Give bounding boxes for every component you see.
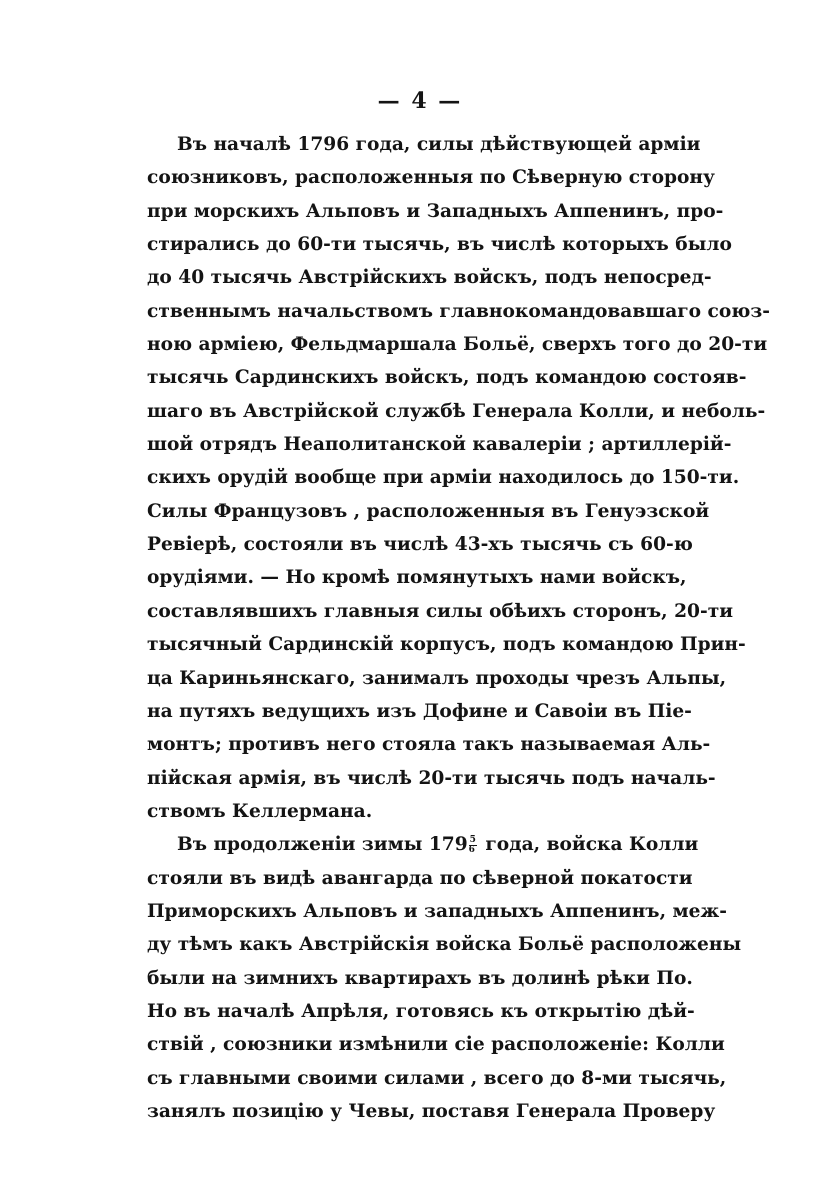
text-fragment: Въ продолженіи зимы 179 <box>177 834 468 856</box>
text-line: ствій , союзники измѣнили сіе расположеніе: Колли <box>147 1034 725 1056</box>
text-line: занялъ позицію у Чевы, поставя Генерала Проверу <box>147 1100 716 1122</box>
text-line: ствомъ Келлермана. <box>147 800 373 822</box>
page-number: — 4 — <box>377 88 463 114</box>
text-line: были на зимнихъ квартирахъ въ долинѣ рѣки По. <box>147 967 693 989</box>
text-line: Ревіерѣ, состояли въ числѣ 43-хъ тысячь съ 60-ю <box>147 534 693 556</box>
text-line: союзниковъ, расположенныя по Сѣверную сторону <box>147 167 715 189</box>
text-line: ною арміею, Фельдмаршала Больё, сверхъ того до 20-ти <box>147 334 768 356</box>
text-line: пійская армія, въ числѣ 20-ти тысячь подъ началь- <box>147 767 716 789</box>
text-line: составлявшихъ главныя силы обѣихъ сторонъ, 20-ти <box>147 600 734 622</box>
text-line: тысячь Сардинскихъ войскъ, подъ командою состояв- <box>147 367 747 389</box>
text-line: Приморскихъ Альповъ и западныхъ Аппенинъ, меж- <box>147 900 727 922</box>
text-line: орудіями. — Но кромѣ помянутыхъ нами войскъ, <box>147 567 687 589</box>
text-line: при морскихъ Альповъ и Западныхъ Аппенинъ, про- <box>147 200 724 222</box>
text-line: тысячный Сардинскій корпусъ, подъ командою Прин- <box>147 634 746 656</box>
text-line: ственнымъ начальствомъ главнокомандовавшаго союз- <box>147 300 770 322</box>
text-fragment: года, войска Колли <box>478 834 699 856</box>
text-line: Въ началѣ 1796 года, силы дѣйствующей арміи <box>177 134 701 155</box>
fraction-numerator: 5 <box>469 834 476 845</box>
year-fraction <box>469 836 477 855</box>
text-line: скихъ орудій вообще при арміи находилось до 150-ти. <box>147 467 740 489</box>
text-line: до 40 тысячь Австрійскихъ войскъ, подъ непосред- <box>147 267 712 289</box>
paragraph-1 <box>147 128 770 828</box>
text-line: стирались до 60-ти тысячь, въ числѣ которыхъ было <box>147 234 732 256</box>
text-line: Но въ началѣ Апрѣля, готовясь къ открытію дѣй- <box>147 1000 695 1022</box>
text-line: Силы Французовъ , расположенныя въ Генуэзской <box>147 500 710 522</box>
text-line: шаго въ Австрійской службѣ Генерала Колли, и неболь- <box>147 400 766 422</box>
text-line: на путяхъ ведущихъ изъ Дофине и Савоіи въ Піе- <box>147 700 692 722</box>
text-line: монтъ; противъ него стояла такъ называемая Аль- <box>147 734 711 756</box>
text-body <box>147 128 770 1128</box>
text-line: стояли въ видѣ авангарда по сѣверной покатости <box>147 867 693 889</box>
text-line: шой отрядъ Неаполитанской кавалеріи ; артиллерій- <box>147 434 732 456</box>
paragraph-2 <box>147 828 742 1128</box>
text-line <box>147 828 699 861</box>
text-line: ду тѣмъ какъ Австрійскія войска Больё расположены <box>147 934 742 956</box>
fraction-denominator: 6 <box>468 844 475 855</box>
text-line: съ главными своими силами , всего до 8-ми тысячь, <box>147 1067 727 1089</box>
text-line: ца Кариньянскаго, занималъ проходы чрезъ Альпы, <box>147 667 727 689</box>
